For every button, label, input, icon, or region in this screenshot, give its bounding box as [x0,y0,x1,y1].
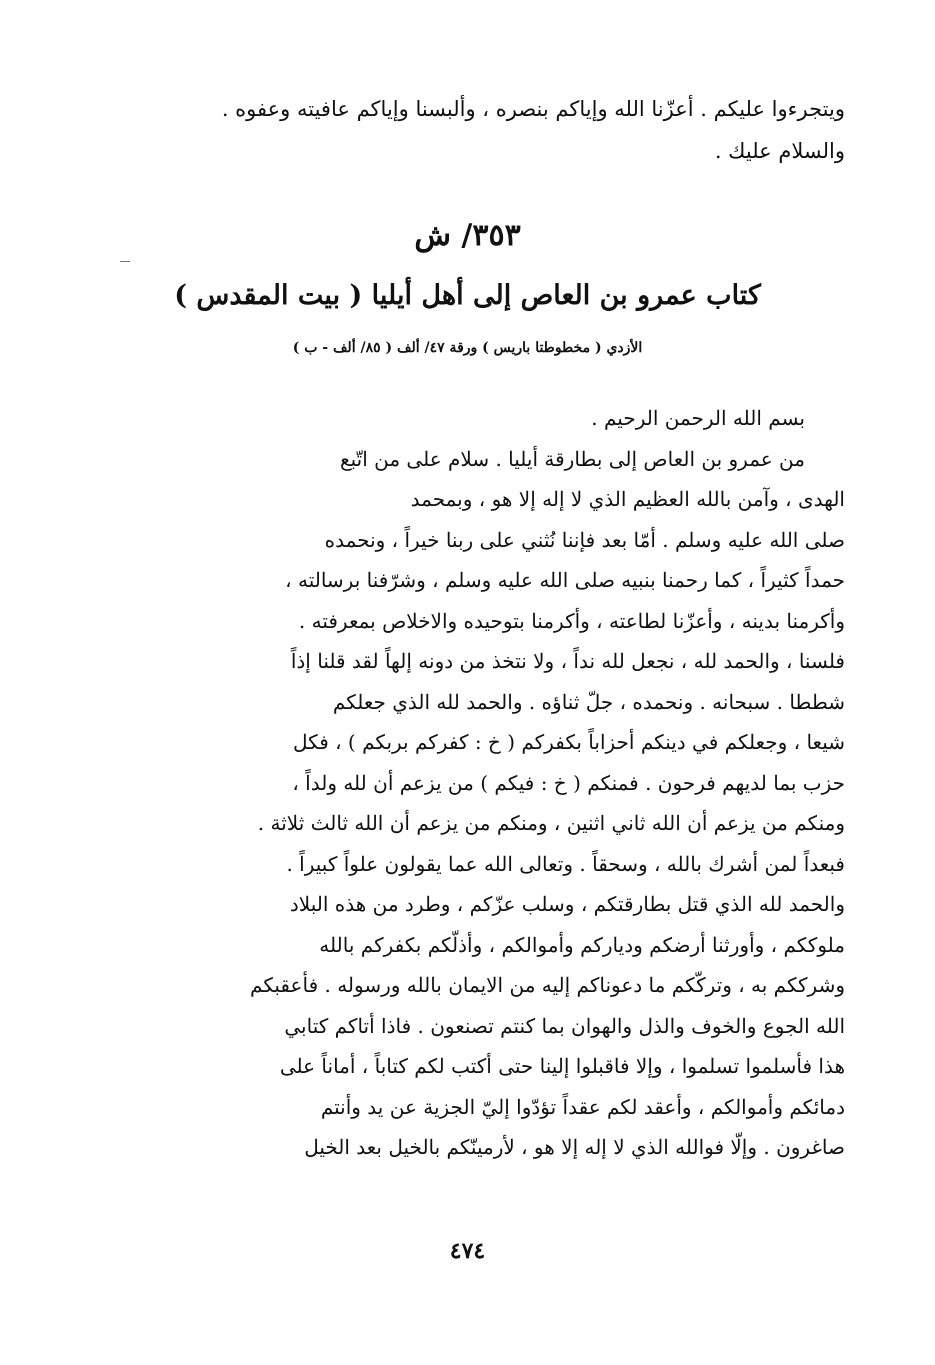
body-line: ومنكم من يزعم أن الله ثاني اثنين ، ومنكم من يزعم أن الله ثالث ثلاثة . [257,811,845,835]
letter-title: كتاب عمرو بن العاص إلى أهل أيليا ( بيت المقدس ) [174,280,761,311]
page-number: ٤٧٤ [449,1238,486,1264]
body-line: صلى الله عليه وسلم . أمّا بعد فإننا نُثني على ربنا خيراً ، ونحمده [324,527,845,552]
body-line: من عمرو بن العاص إلى بطارقة أيليا . سلام على من اتّبع [339,446,805,471]
body-line: فلسنا ، والحمد لله ، نجعل لله نداً ، ولا نتخذ من دونه إلهاً لقد قلنا إذاً [290,649,845,673]
body-line: ملوككم ، وأورثنا أرضكم ودياركم وأموالكم ، وأذلّكم بكفركم بالله [319,932,845,957]
source-reference: الأزدي ( مخطوطتا باريس ) ورقة ٤٧/ ألف ( ٨٥/ ألف - ب ) [292,340,643,356]
body-line: حمداً كثيراً ، كما رحمنا بنبيه صلى الله عليه وسلم ، وشرّفنا برسالته ، [285,568,845,592]
body-line: وأكرمنا بدينه ، وأعزّنا لطاعته ، وأكرمنا بتوحيده والاخلاص بمعرفته . [298,608,845,633]
body-line: فبعداً لمن أشرك بالله ، وسحقاً . وتعالى الله عما يقولون علواً كبيراً . [286,851,845,876]
body-line: والحمد لله الذي قتل بطارقتكم ، وسلب عزّكم ، وطرد من هذه البلاد [289,892,845,916]
body-line: شيعا ، وجعلكم في دينكم أحزاباً بكفركم ( خ : كفركم بربكم ) ، فكل [293,730,845,754]
body-line: بسم الله الرحمن الرحيم . [591,406,805,430]
body-line: دمائكم وأموالكم ، وأعقد لكم عقداً تؤدّوا إليّ الجزية عن يد وأنتم [320,1094,845,1119]
margin-mark [120,261,130,262]
body-line: الهدى ، وآمن بالله العظيم الذي لا إله إلا هو ، وبمحمد [410,487,845,511]
body-line: شططا . سبحانه . ونحمده ، جلّ ثناؤه . والحمد لله الذي جعلكم [332,689,845,714]
body-line: الله الجوع والخوف والذل والهوان بما كنتم تصنعون . فاذا أتاكم كتابي [284,1013,845,1038]
body-line: حزب بما لديهم فرحون . فمنكم ( خ : فيكم ) من يزعم أن لله ولداً ، [292,770,845,795]
letter-body [132,398,845,1168]
intro-line: والسلام عليك . [714,139,845,163]
intro-paragraph [110,88,845,172]
body-line: هذا فأسلموا تسلموا ، وإلا فاقبلوا إلينا حتى أكتب لكم كتاباً ، أماناً على [279,1054,845,1078]
body-line: وشرككم به ، وتركّكم ما دعوناكم إليه من الايمان بالله ورسوله . فأعقبكم [250,973,845,997]
letter-number: ٣٥٣/ ش [414,218,521,253]
intro-line: ويتجرءوا عليكم . أعزّنا الله وإياكم بنصره ، وألبسنا وإياكم عافيته وعفوه . [221,97,845,121]
body-line: صاغرون . وإلّا فوالله الذي لا إله إلا هو ، لأرمينّكم بالخيل بعد الخيل [304,1135,845,1159]
